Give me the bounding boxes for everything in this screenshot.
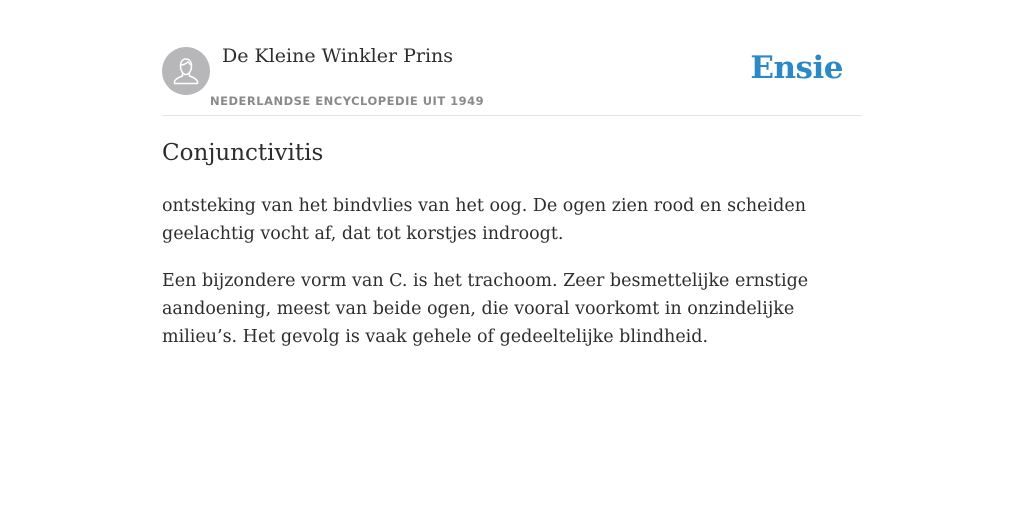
entry-body	[162, 192, 862, 370]
source-title[interactable]: De Kleine Winkler Prins	[222, 45, 454, 67]
ensie-logo[interactable]: Ensie	[750, 50, 843, 86]
user-silhouette-icon	[162, 47, 210, 95]
source-subtitle: NEDERLANDSE ENCYCLOPEDIE UIT 1949	[210, 94, 485, 108]
entry-title: Conjunctivitis	[162, 140, 324, 166]
source-avatar[interactable]	[162, 47, 210, 95]
entry-card	[162, 0, 862, 512]
entry-paragraph: ontsteking van het bindvlies van het oog. De ogen zien rood en scheiden geelachtig vocht af, dat tot korstjes indroogt.	[162, 196, 806, 244]
source-header	[162, 0, 862, 116]
entry-paragraph: Een bijzondere vorm van C. is het trachoom. Zeer besmettelijke ernstige aandoening, meest van beide ogen, die vooral voorkomt in onzindelijke milieu’s. Het gevolg is vaak gehele of gedeeltelijke blindheid.	[162, 271, 809, 347]
